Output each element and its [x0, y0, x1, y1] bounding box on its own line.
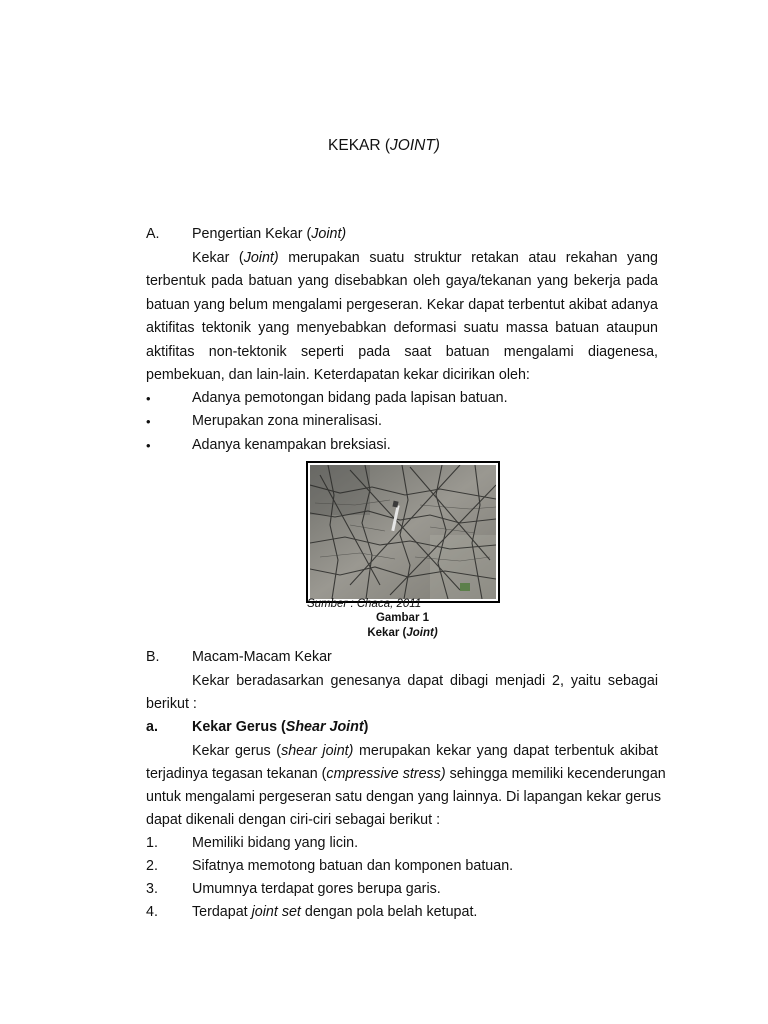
paragraph-line: terbentuk pada batuan yang disebabkan oleh gaya/tekanan yang bekerja pada: [146, 273, 658, 289]
list-item: Memiliki bidang yang licin.: [192, 835, 359, 851]
figure-source: Sumber : Chaca, 2011: [307, 598, 422, 610]
page-title: KEKAR (JOINT): [328, 137, 440, 154]
bullet-icon: •: [146, 391, 151, 406]
section-b-number: B.: [146, 649, 160, 665]
figure-caption-number: Gambar 1: [375, 612, 430, 624]
list-item: Sifatnya memotong batuan dan komponen batuan.: [192, 858, 514, 874]
bullet-item: Adanya kenampakan breksiasi.: [192, 437, 391, 453]
bullet-item: Adanya pemotongan bidang pada lapisan batuan.: [192, 390, 508, 406]
section-a-number: A.: [146, 226, 160, 242]
list-item: Umumnya terdapat gores berupa garis.: [192, 881, 441, 897]
paragraph-line: terjadinya tegasan tekanan (cmpressive stress) sehingga memiliki kecenderungan: [146, 766, 666, 782]
subsection-a-heading: Kekar Gerus (Shear Joint): [192, 719, 369, 735]
paragraph-line: berikut :: [146, 696, 197, 712]
list-item-number: 4.: [146, 904, 158, 920]
rock-texture-image: [310, 465, 496, 599]
paragraph-line: aktifitas non-tektonik seperti pada saat batuan mengalami diagenesa,: [146, 344, 658, 360]
bullet-icon: •: [146, 414, 151, 429]
paragraph-line: dapat dikenali dengan ciri-ciri sebagai berikut :: [146, 812, 441, 828]
figure-caption-title: Kekar (Joint): [367, 627, 438, 639]
section-a-heading: Pengertian Kekar (Joint): [192, 226, 347, 242]
paragraph-line: Kekar gerus (shear joint) merupakan kekar yang dapat terbentuk akibat: [192, 743, 658, 759]
list-item-number: 2.: [146, 858, 158, 874]
paragraph-line: batuan yang belum mengalami pergeseran. Kekar dapat terbentut akibat adanya: [146, 297, 658, 313]
paragraph-line: untuk mengalami pergeseran satu dengan yang lainnya. Di lapangan kekar gerus: [146, 789, 662, 805]
list-item: Terdapat joint set dengan pola belah ketupat.: [192, 904, 478, 920]
section-b-heading: Macam-Macam Kekar: [192, 649, 332, 665]
list-item-number: 1.: [146, 835, 158, 851]
list-item-number: 3.: [146, 881, 158, 897]
bullet-icon: •: [146, 438, 151, 453]
paragraph-line: aktifitas tektonik yang menyebabkan deformasi suatu massa batuan ataupun: [146, 320, 658, 336]
subsection-a-number: a.: [146, 719, 158, 735]
paragraph-line: pembekuan, dan lain-lain. Keterdapatan kekar dicirikan oleh:: [146, 367, 530, 383]
paragraph-line: Kekar (Joint) merupakan suatu struktur retakan atau rekahan yang: [192, 250, 658, 266]
rock-joint-photo: [306, 461, 500, 603]
bullet-item: Merupakan zona mineralisasi.: [192, 413, 382, 429]
paragraph-line: Kekar beradasarkan genesanya dapat dibagi menjadi 2, yaitu sebagai: [192, 673, 658, 689]
